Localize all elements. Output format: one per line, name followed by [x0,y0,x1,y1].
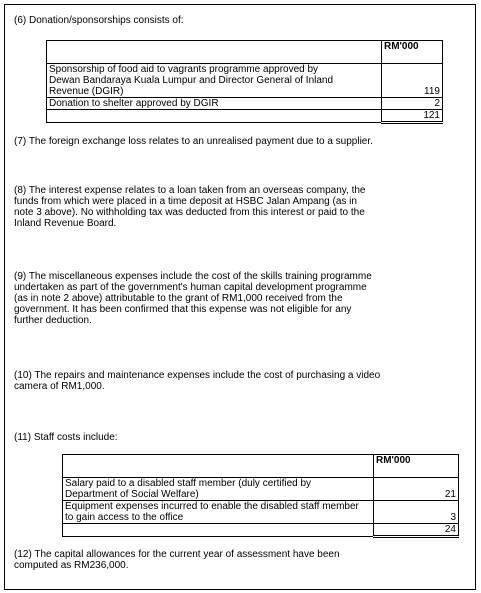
row-amount: 119 [382,64,443,98]
row-description: Equipment expenses incurred to enable the disabled staff member to gain access to the office [63,501,374,524]
note-12: (12) The capital allowances for the current year of assessment have been computed as RM236,000. [14,549,340,571]
total-amount: 24 [374,524,459,537]
row-description: Sponsorship of food aid to vagrants programme approved by Dewan Bandaraya Kuala Lumpur and Director General of Inland Revenue (DGIR) [47,64,382,98]
row-description: Salary paid to a disabled staff member (duly certified by Department of Social Welfare) [63,478,374,501]
note-10: (10) The repairs and maintenance expenses include the cost of purchasing a video camera of RM1,000. [14,370,381,392]
column-header-amount: RM'000 [382,41,443,64]
table-total-row [47,110,443,123]
column-header-amount: RM'000 [374,455,459,478]
table-total-row [63,524,459,537]
row-amount: 2 [382,98,443,110]
row-amount: 21 [374,478,459,501]
table-row [63,501,459,524]
table-row [63,478,459,501]
note-6-intro: (6) Donation/sponsorships consists of: [14,15,184,26]
row-description: Donation to shelter approved by DGIR [47,98,382,110]
staff-costs-table [62,454,459,538]
table-header-row [47,41,443,64]
note-11-intro: (11) Staff costs include: [14,432,118,443]
total-amount: 121 [382,110,443,123]
table-row [47,64,443,98]
table-row [47,98,443,110]
donation-table [46,40,443,124]
row-amount: 3 [374,501,459,524]
note-7: (7) The foreign exchange loss relates to an unrealised payment due to a supplier. [14,136,373,147]
note-9: (9) The miscellaneous expenses include the cost of the skills training programme undertaken as part of the government's human capital development programme (as in note 2 above) attributable to the grant of RM1,000 received from the government. It has been confirmed that this expense was not eligible for any further deduction. [14,271,372,326]
table-header-row [63,455,459,478]
note-8: (8) The interest expense relates to a loan taken from an overseas company, the funds from which were placed in a time deposit at HSBC Jalan Ampang (as in note 3 above). No withholding tax was deducted from this interest or paid to the Inland Revenue Board. [14,185,366,229]
